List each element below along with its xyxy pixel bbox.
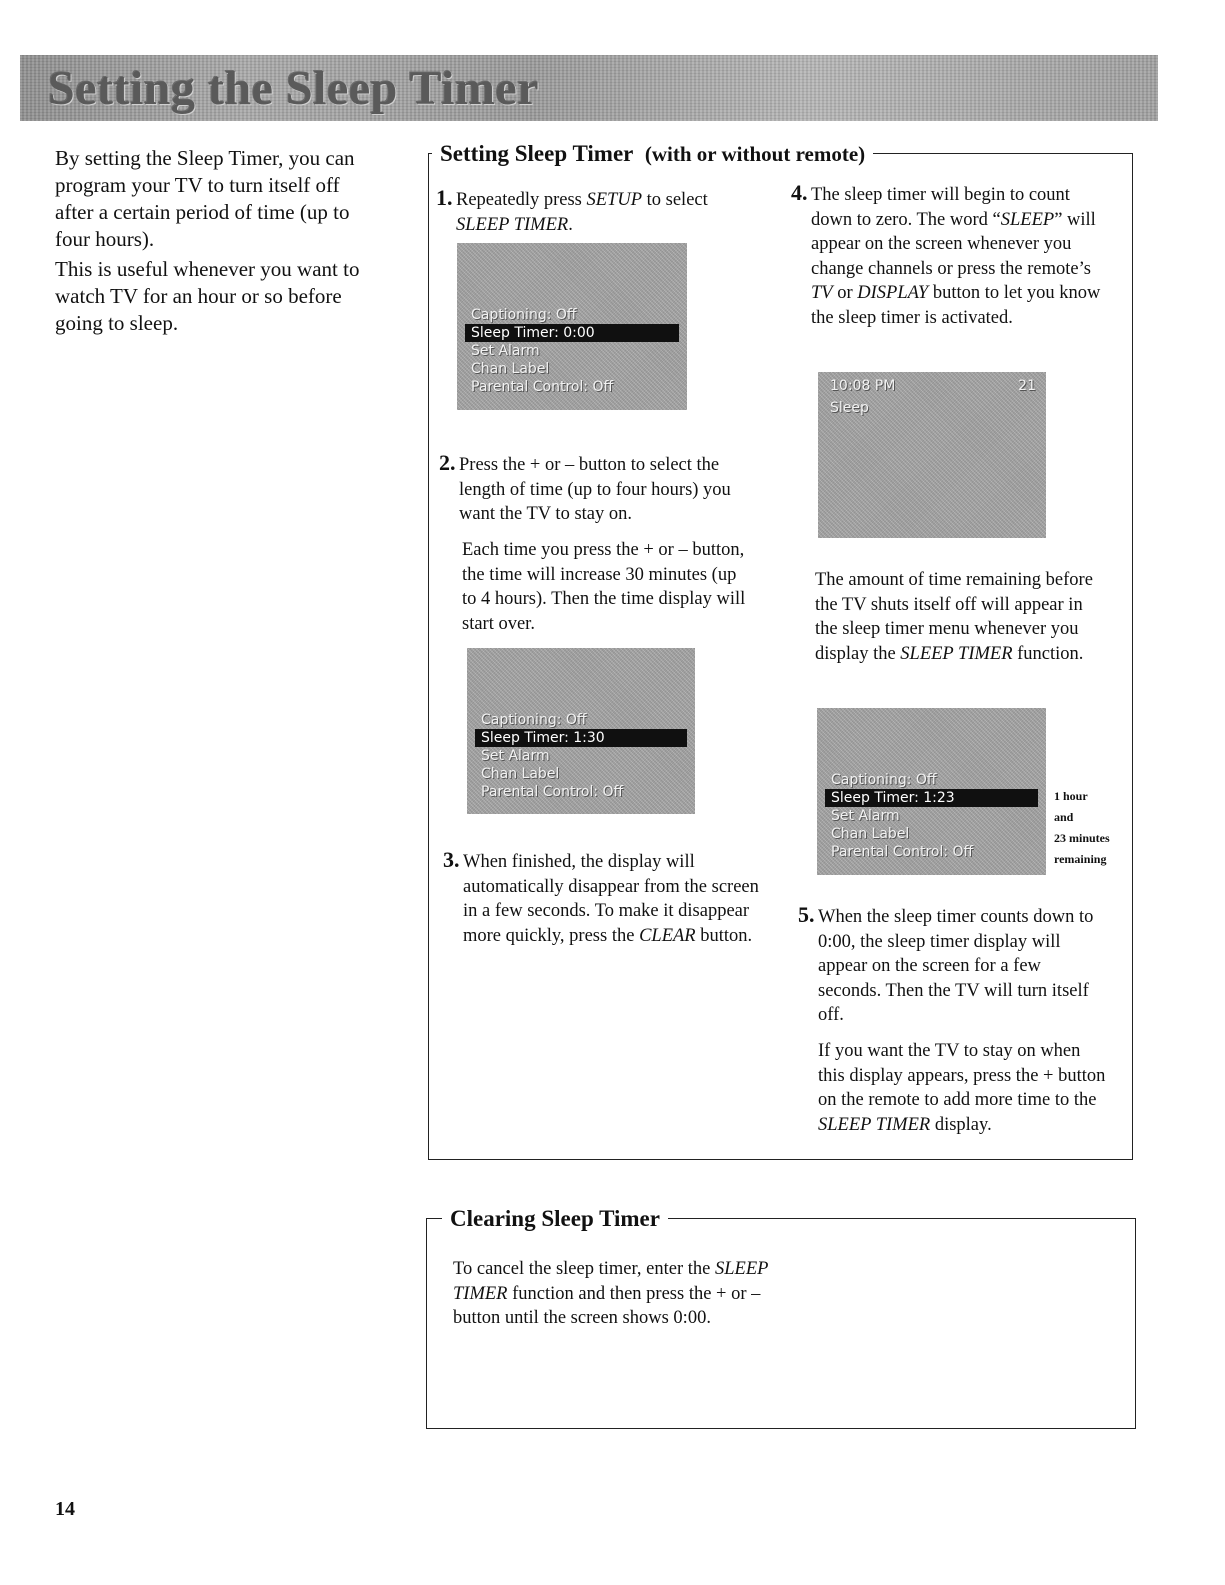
sleep-timer-function-name: SLEEP TIMER	[818, 1114, 931, 1135]
osd-line: Captioning: Off	[471, 307, 577, 323]
tv-screen-channel-banner	[818, 372, 1046, 538]
osd-line: Set Alarm	[481, 748, 550, 764]
page-number: 14	[55, 1498, 75, 1520]
step-number: 2.	[439, 450, 456, 475]
paragraph-text: function and then press the + or – button until the screen shows 0:00.	[453, 1283, 761, 1328]
paragraph-text: If you want the TV to stay on when this display appears, press the + button on the remote to add more time to the	[818, 1041, 1106, 1110]
display-button-name: DISPLAY	[857, 283, 929, 303]
clear-button-name: CLEAR	[639, 925, 696, 946]
osd-line: Chan Label	[481, 766, 560, 782]
osd-line: Captioning: Off	[831, 772, 937, 788]
osd-line: Chan Label	[471, 361, 550, 377]
step-5-detail	[818, 1039, 1110, 1137]
tv-screen-menu-1	[457, 243, 687, 410]
osd-menu	[475, 711, 687, 801]
sleep-indicator: Sleep	[830, 400, 869, 416]
clearing-sleep-timer-heading: Clearing Sleep Timer	[442, 1204, 668, 1234]
osd-line: Set Alarm	[471, 343, 540, 359]
step-number: 3.	[443, 847, 460, 872]
page-title: Setting the Sleep Timer	[48, 62, 540, 115]
step-text: Press the + or – button to select the length of time (up to four hours) you want the TV to stay on.	[459, 455, 731, 524]
step-4	[791, 180, 1111, 330]
step-number: 4.	[791, 180, 808, 205]
osd-menu	[465, 306, 679, 396]
osd-line-selected: Sleep Timer: 1:23	[825, 789, 1038, 807]
clock-time: 10:08 PM	[830, 378, 896, 394]
step-2	[439, 450, 759, 527]
osd-menu	[825, 771, 1038, 861]
osd-line-selected: Sleep Timer: 0:00	[465, 324, 679, 342]
callout-line: and	[1054, 810, 1074, 824]
channel-banner	[830, 378, 1036, 394]
setting-sleep-timer-subtitle: (with or without remote)	[644, 142, 866, 166]
step-3	[443, 847, 763, 948]
osd-line: Parental Control: Off	[831, 844, 974, 860]
step-1	[436, 185, 756, 237]
tv-screen-menu-2	[467, 648, 695, 814]
step-number: 5.	[798, 902, 815, 927]
osd-line: Captioning: Off	[481, 712, 587, 728]
paragraph-text: display.	[930, 1114, 992, 1135]
remaining-time-paragraph	[815, 568, 1105, 666]
channel-number: 21	[1018, 378, 1036, 394]
step-text: button to let you know the sleep timer is activated.	[811, 283, 1101, 328]
osd-line: Parental Control: Off	[471, 379, 614, 395]
callout-line: 1 hour	[1054, 789, 1088, 803]
callout-line: 23 minutes	[1054, 831, 1110, 845]
paragraph-text: To cancel the sleep timer, enter the	[453, 1259, 715, 1279]
setting-sleep-timer-heading	[432, 139, 873, 169]
clearing-sleep-timer-text	[453, 1257, 773, 1331]
osd-line: Set Alarm	[831, 808, 900, 824]
sleep-timer-function-name: SLEEP TIMER	[456, 214, 569, 235]
paragraph-text: function.	[1012, 643, 1084, 664]
step-text: Repeatedly press	[456, 190, 587, 210]
tv-screen-menu-3	[817, 708, 1046, 875]
tv-button-name: TV	[811, 283, 833, 303]
step-2-detail: Each time you press the + or – button, the time will increase 30 minutes (up to 4 hours). Then the time display will start over.	[462, 540, 746, 634]
title-banner	[20, 55, 1158, 121]
step-text: The sleep timer will begin to count down to zero. The word “	[811, 185, 1070, 230]
step-text: or	[832, 283, 858, 303]
intro-paragraph-2: This is useful whenever you want to watch TV for an hour or so before going to sleep.	[55, 257, 360, 335]
osd-line: Chan Label	[831, 826, 910, 842]
step-5	[798, 902, 1108, 1028]
sleep-word: SLEEP	[1000, 209, 1055, 230]
step-text: button.	[695, 925, 753, 946]
sleep-timer-function-name: SLEEP TIMER	[453, 1259, 769, 1304]
osd-line-selected: Sleep Timer: 1:30	[475, 729, 687, 747]
intro-paragraph-1: By setting the Sleep Timer, you can program your TV to turn itself off after a certain period of time (up to four hours).	[55, 146, 355, 251]
step-text: When the sleep timer counts down to 0:00, the sleep timer display will appear on the screen for a few seconds. Then the TV will turn itself off.	[818, 907, 1094, 1025]
setup-button-name: SETUP	[586, 190, 642, 210]
remaining-time-callout	[1054, 786, 1110, 870]
step-text: .	[568, 214, 573, 235]
step-text: When finished, the display will automatically disappear from the screen in a few seconds. To make it disappear more quickly, press the	[463, 852, 759, 946]
paragraph-text: The amount of time remaining before the TV shuts itself off will appear in the sleep timer menu whenever you display the	[815, 570, 1093, 664]
setting-sleep-timer-title: Setting Sleep Timer	[440, 141, 634, 166]
step-text: ” will appear on the screen whenever you change channels or press the remote’s	[811, 209, 1096, 279]
step-text: to select	[642, 190, 708, 210]
sleep-timer-function-name: SLEEP TIMER	[900, 643, 1013, 664]
step-number: 1.	[436, 185, 453, 210]
callout-line: remaining	[1054, 852, 1107, 866]
osd-line: Parental Control: Off	[481, 784, 624, 800]
